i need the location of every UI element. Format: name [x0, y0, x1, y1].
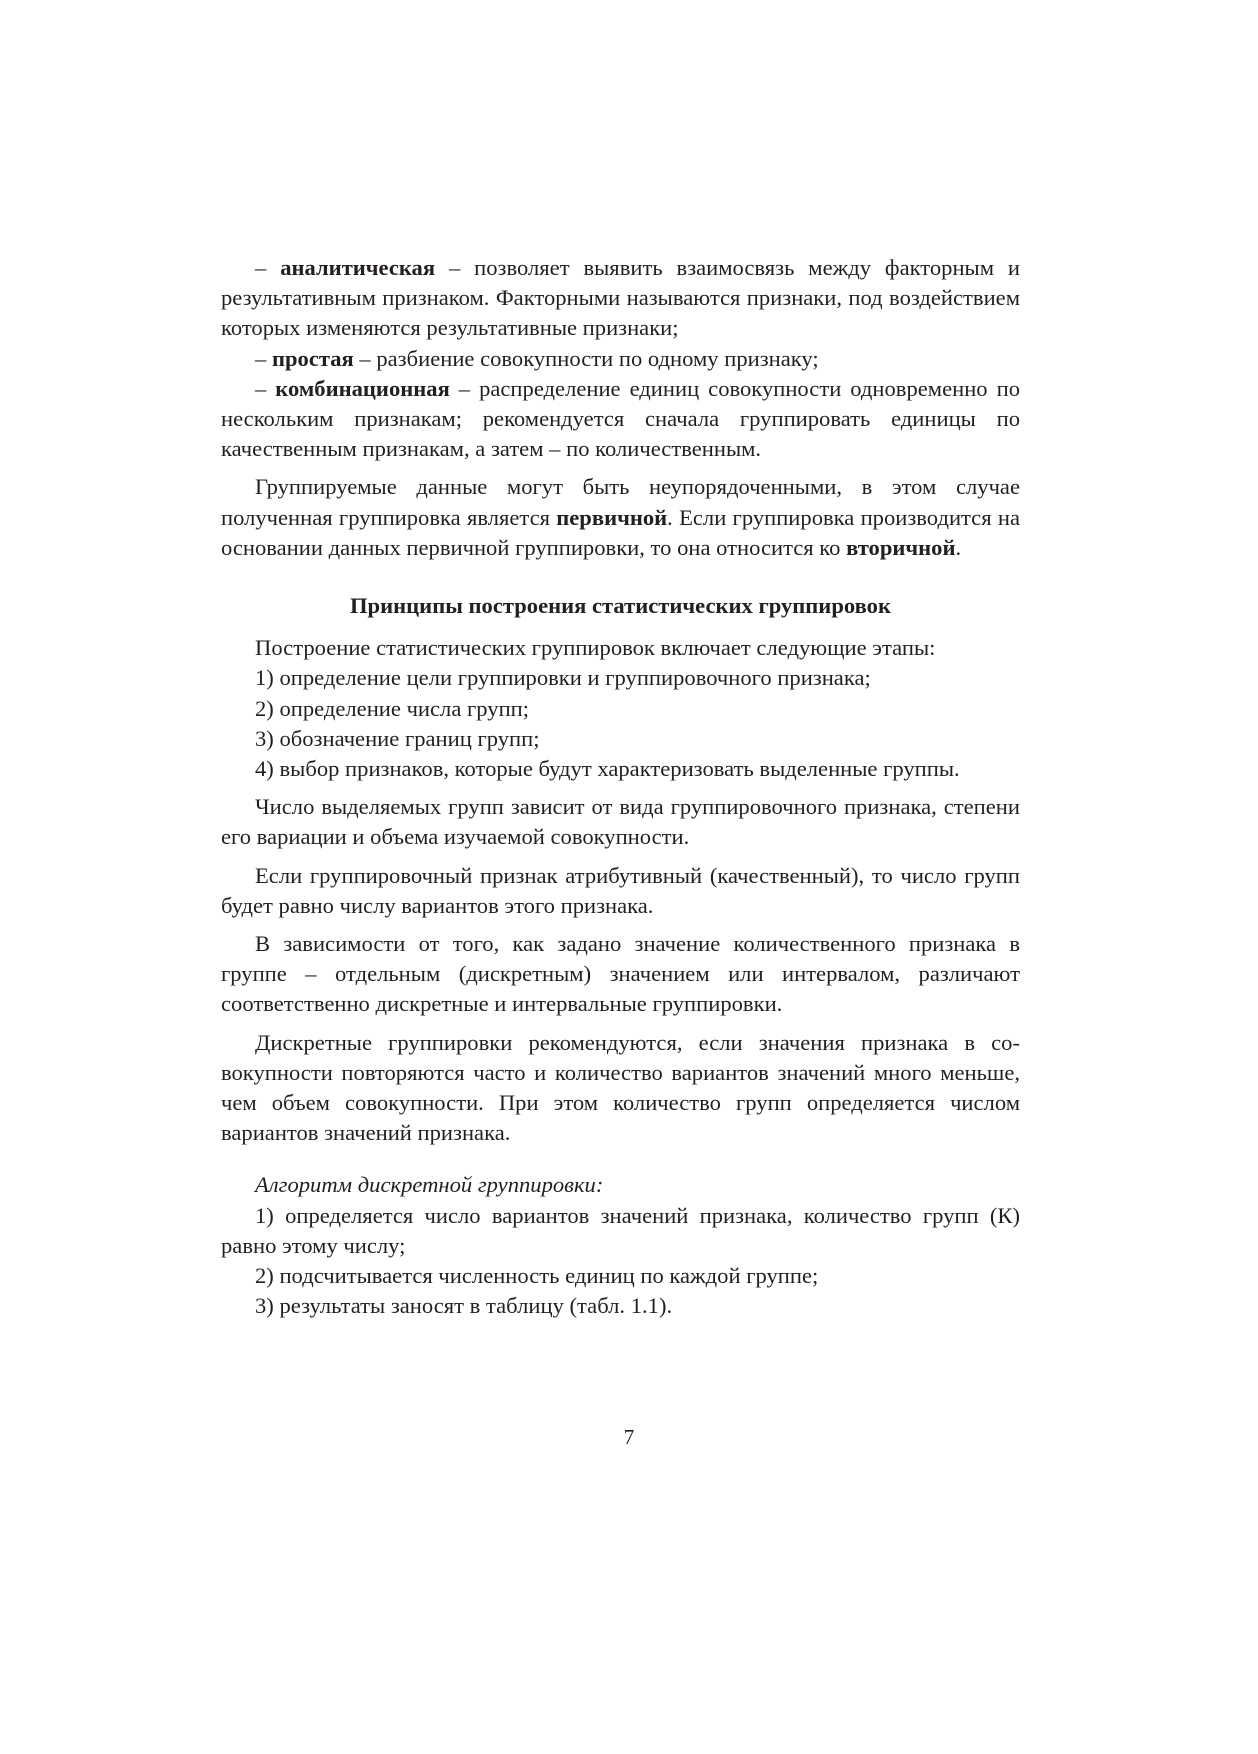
paragraph: Дискретные группировки рекомендуются, если значения признака в совокупности повторяются часто и количество вариантов значений много меньше, чем объем совокупности. При этом количество групп определяется числом вариантов значений признака.: [221, 1029, 1020, 1146]
primary-secondary-paragraph: [221, 472, 1020, 563]
algorithm-step: 2) подсчитывается численность единиц по каждой группе;: [255, 1263, 819, 1289]
stage-item: 3) обозначение границ групп;: [255, 725, 540, 751]
stage-item: 2) определение числа групп;: [255, 695, 530, 721]
algorithm-step: 3) результаты заносят в таблицу (табл. 1.1).: [255, 1293, 673, 1319]
term-combinational: комбинационная: [275, 375, 450, 401]
text-part: Группируемые данные могут быть неупорядоченными, в этом случае полученная группировка является: [221, 474, 1020, 530]
dash: –: [255, 375, 276, 401]
type-simple: [221, 344, 1020, 374]
type-analytical: [221, 253, 1020, 344]
text-part: . Если группировка производится на основании данных первичной группировки, то она относится ко: [221, 504, 1020, 560]
algorithm-title-text: Алгоритм дискретной группировки:: [255, 1172, 604, 1198]
algorithm-title: [221, 1170, 1020, 1200]
stages-intro: Построение статистических группировок включает следующие этапы:: [255, 635, 936, 661]
section-heading: Принципы построения статистических группировок: [349, 593, 891, 619]
text-part: .: [955, 534, 962, 560]
paragraph: В зависимости от того, как задано значение количественного признака в группе – отдельным (дискретным) значением или интервалом, различают соответственно дискретные и интервальные группировки.: [221, 931, 1020, 1017]
term-simple: простая: [271, 345, 354, 371]
definition-text: – позволяет выявить взаимосвязь между факторным и результативным признаком. Факторными называются признаки, под воздействием которых изменяются результативные признаки;: [221, 255, 1020, 341]
term-secondary: вторичной: [846, 534, 956, 560]
definition-text: – распределение единиц совокупности одновременно по нескольким признакам; рекомендуется сначала группировать единицы по качественным признакам, а затем – по количественным.: [221, 375, 1020, 462]
page-body: [221, 253, 1020, 1322]
page-number: 7: [623, 1425, 635, 1449]
paragraph: Число выделяемых групп зависит от вида группировочного признака, степени его вариации и объема изучаемой совокупности.: [221, 794, 1020, 850]
paragraph: Если группировочный признак атрибутивный (качественный), то число групп будет равно числу вариантов этого признака.: [221, 862, 1020, 918]
algorithm-step: 1) определяется число вариантов значений признака, количество групп (К) равно этому числу;: [221, 1202, 1020, 1258]
dash: –: [255, 345, 272, 371]
type-combinational: [221, 374, 1020, 465]
definition-text: – разбиение совокупности по одному признаку;: [353, 345, 819, 371]
term-primary: первичной: [556, 504, 668, 530]
term-analytical: аналитическая: [280, 255, 436, 280]
stage-item: 4) выбор признаков, которые будут характеризовать выделенные группы.: [255, 756, 960, 782]
dash: –: [255, 255, 281, 280]
stage-item: 1) определение цели группировки и группировочного признака;: [255, 665, 871, 691]
